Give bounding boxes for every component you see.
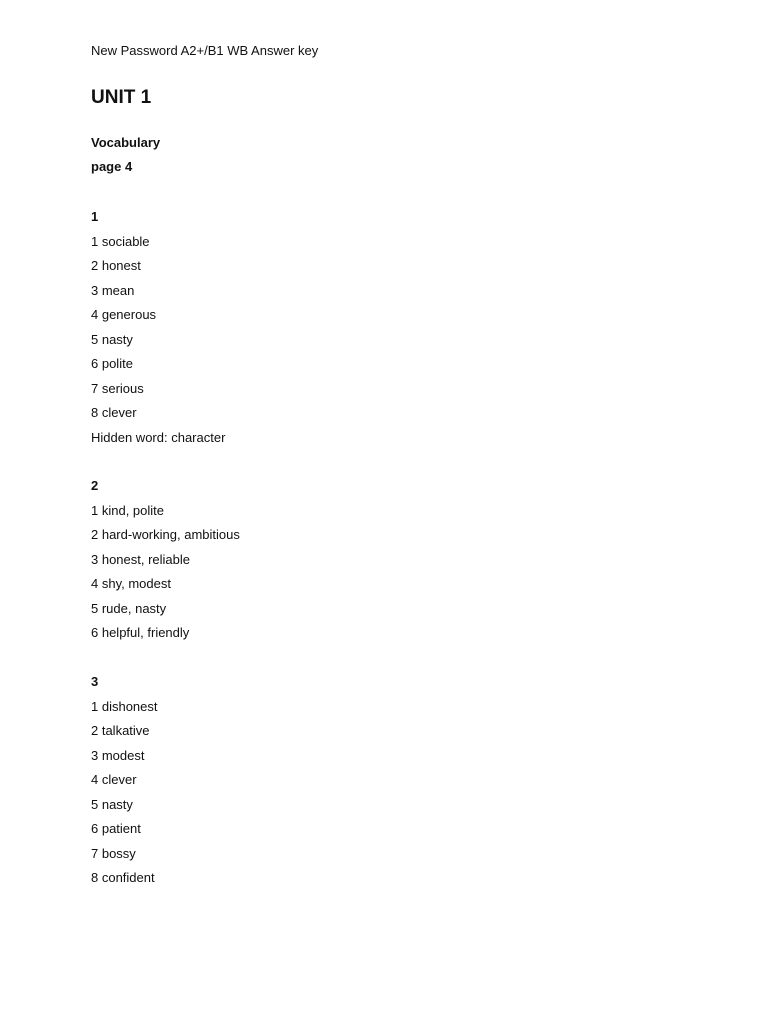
exercise-1 [91,207,691,452]
answer-line: 4 shy, modest [91,576,171,591]
unit-title: UNIT 1 [91,87,152,108]
answer-line: 4 generous [91,307,157,322]
answer-line: 2 hard-working, ambitious [91,527,240,542]
exercise-number: 3 [91,674,99,689]
answer-line: 6 polite [91,356,133,371]
answer-line: 5 rude, nasty [91,600,167,616]
hidden-word-line: Hidden word: character [91,429,226,445]
answer-line: 4 clever [91,772,137,787]
answer-line: 5 nasty [91,796,133,812]
document-header: New Password A2+/B1 WB Answer key [91,43,319,58]
answer-line: 1 kind, polite [91,502,164,518]
answer-line: 7 bossy [91,845,136,861]
answer-line: 7 serious [91,380,144,396]
exercise-2 [91,476,691,648]
section-title: Vocabulary [91,135,161,150]
answer-line: 8 confident [91,870,155,885]
answer-line: 3 honest, reliable [91,551,191,567]
exercise-number: 1 [91,209,99,224]
answer-line: 2 honest [91,258,141,273]
page-reference: page 4 [91,159,133,174]
answer-line: 6 patient [91,821,141,836]
document-page [91,41,691,885]
answer-line: 1 dishonest [91,698,158,714]
exercise-number: 2 [91,478,99,493]
answer-line: 5 nasty [91,331,133,347]
exercise-3 [91,672,691,893]
answer-line: 1 sociable [91,233,150,249]
answer-line: 3 modest [91,747,145,763]
answer-line: 6 helpful, friendly [91,625,190,640]
answer-line: 8 clever [91,405,137,420]
answer-line: 3 mean [91,282,135,298]
answer-line: 2 talkative [91,723,150,738]
